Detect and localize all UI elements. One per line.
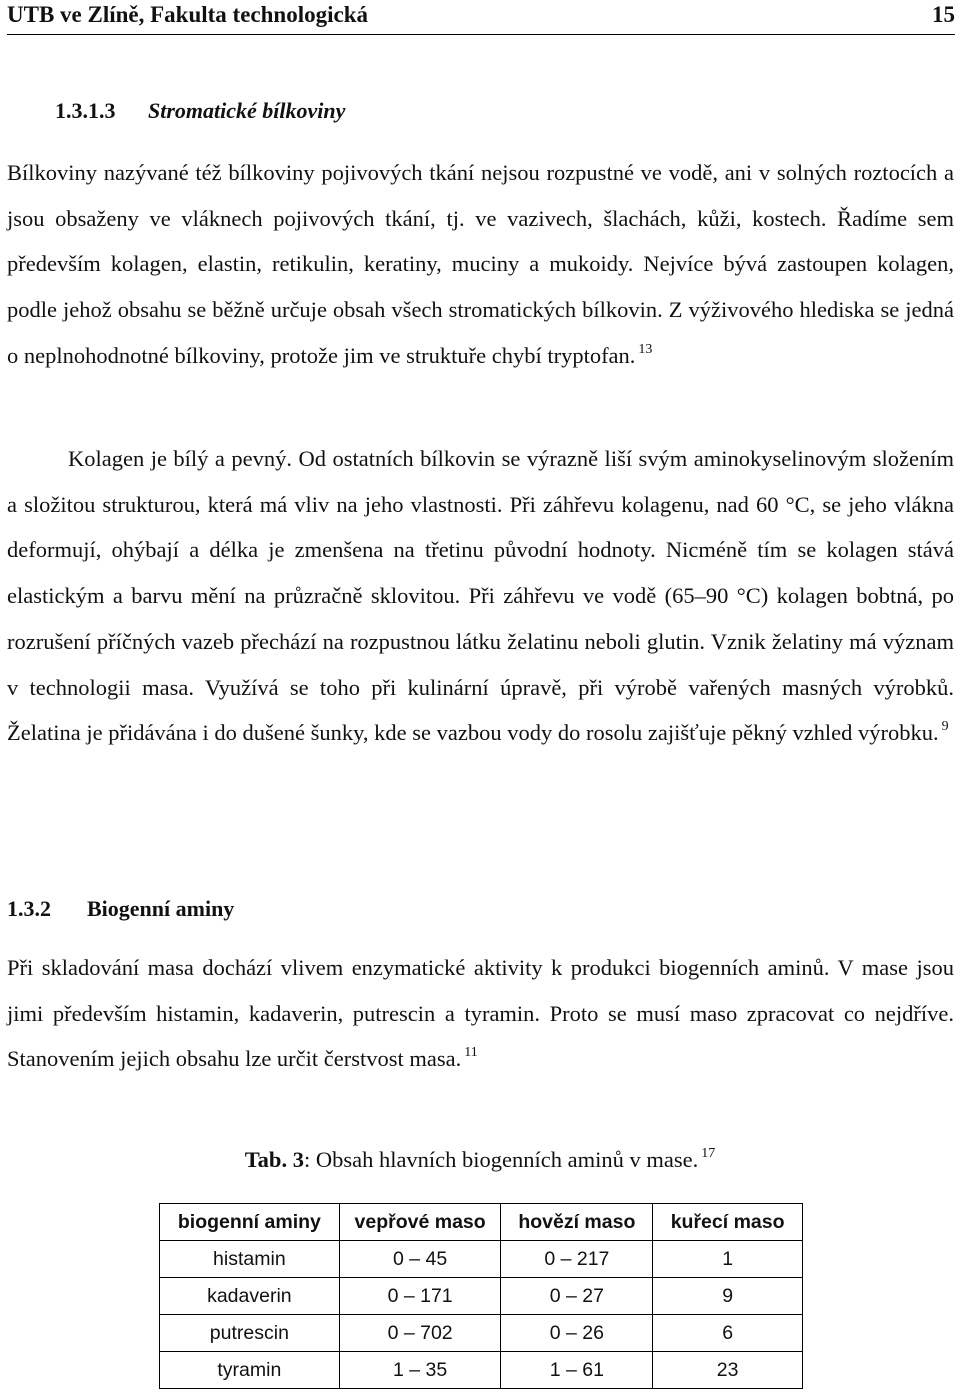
paragraph-stromaticke-bilkoviny	[7, 150, 954, 379]
table-cell: 9	[653, 1278, 803, 1315]
table-cell: 6	[653, 1315, 803, 1352]
running-header	[7, 0, 955, 35]
table-row	[160, 1315, 803, 1352]
column-header: vepřové maso	[339, 1204, 501, 1241]
paragraph-text: Kolagen je bílý a pevný. Od ostatních bílkovin se výrazně liší svým aminokyselinovým složením a složitou strukturou, která má vliv na jeho vlastnosti. Při záhřevu kolagenu, nad 60 °C, se jeho vlákna deformují, ohýbají a délka je zmenšena na třetinu původní hodnoty. Nicméně tím se kolagen stává elastickým a barvu mění na průzračně sklovitou. Při záhřevu ve vodě (65–90 °C) kolagen bobtná, po rozrušení příčných vazeb přechází na rozpustnou látku želatinu neboli glutin. Vznik želatiny má význam v technologii masa. Využívá se toho při kulinární úpravě, při výrobě vařených masných výrobků. Želatina je přidávána i do dušené šunky, kde se vazbou vody do rosolu zajišťuje pěkný vzhled výrobku.	[7, 446, 954, 746]
section-heading-stromaticke-bilkoviny	[55, 98, 345, 124]
table-row	[160, 1352, 803, 1389]
table-cell: 1 – 61	[501, 1352, 653, 1389]
table-cell: 1 – 35	[339, 1352, 501, 1389]
column-header: hovězí maso	[501, 1204, 653, 1241]
column-header: biogenní aminy	[160, 1204, 340, 1241]
table-header-row	[160, 1204, 803, 1241]
citation-ref: 9	[941, 719, 949, 735]
table-cell: histamin	[160, 1241, 340, 1278]
section-number: 1.3.1.3	[55, 98, 116, 123]
table-cell: 1	[653, 1241, 803, 1278]
citation-ref: 11	[464, 1045, 478, 1060]
table-cell: 0 – 217	[501, 1241, 653, 1278]
table-row	[160, 1241, 803, 1278]
section-title: Stromatické bílkoviny	[148, 98, 346, 123]
table-caption	[0, 1147, 960, 1173]
table-caption-label: Tab. 3	[244, 1147, 304, 1172]
table-cell: 0 – 702	[339, 1315, 501, 1352]
page-number: 15	[932, 2, 955, 27]
column-header: kuřecí maso	[653, 1204, 803, 1241]
paragraph-text: Bílkoviny nazývané též bílkoviny pojivových tkání nejsou rozpustné ve vodě, ani v solných roztocích a jsou obsaženy ve vláknech pojivových tkání, tj. ve vazivech, šlachách, kůži, kostech. Řadíme sem především kolagen, elastin, retikulin, keratiny, muciny a mukoidy. Nejvíce bývá zastoupen kolagen, podle jehož obsahu se běžně určuje obsah všech stromatických bílkovin. Z výživového hlediska se jedná o neplnohodnotné bílkoviny, protože jim ve struktuře chybí tryptofan.	[7, 160, 954, 368]
paragraph-biogenni-aminy	[7, 945, 954, 1082]
section-number: 1.3.2	[7, 896, 51, 921]
header-title: UTB ve Zlíně, Fakulta technologická	[7, 2, 368, 27]
table-cell: 0 – 171	[339, 1278, 501, 1315]
citation-ref: 17	[701, 1146, 716, 1161]
table-cell: kadaverin	[160, 1278, 340, 1315]
paragraph-kolagen	[7, 436, 954, 756]
table-cell: putrescin	[160, 1315, 340, 1352]
section-heading-biogenni-aminy	[7, 896, 234, 922]
citation-ref: 13	[638, 341, 653, 357]
table-row	[160, 1278, 803, 1315]
table-cell: 0 – 26	[501, 1315, 653, 1352]
paragraph-text: Při skladování masa dochází vlivem enzymatické aktivity k produkci biogenních aminů. V mase jsou jimi především histamin, kadaverin, putrescin a tyramin. Proto se musí maso zpracovat co nejdříve. Stanovením jejich obsahu lze určit čerstvost masa.	[7, 955, 954, 1071]
table-cell: 0 – 27	[501, 1278, 653, 1315]
table-cell: 0 – 45	[339, 1241, 501, 1278]
table-cell: tyramin	[160, 1352, 340, 1389]
table-cell: 23	[653, 1352, 803, 1389]
section-title: Biogenní aminy	[87, 896, 235, 921]
biogenic-amines-table	[159, 1203, 803, 1389]
table-caption-text: : Obsah hlavních biogenních aminů v mase.	[303, 1147, 699, 1172]
